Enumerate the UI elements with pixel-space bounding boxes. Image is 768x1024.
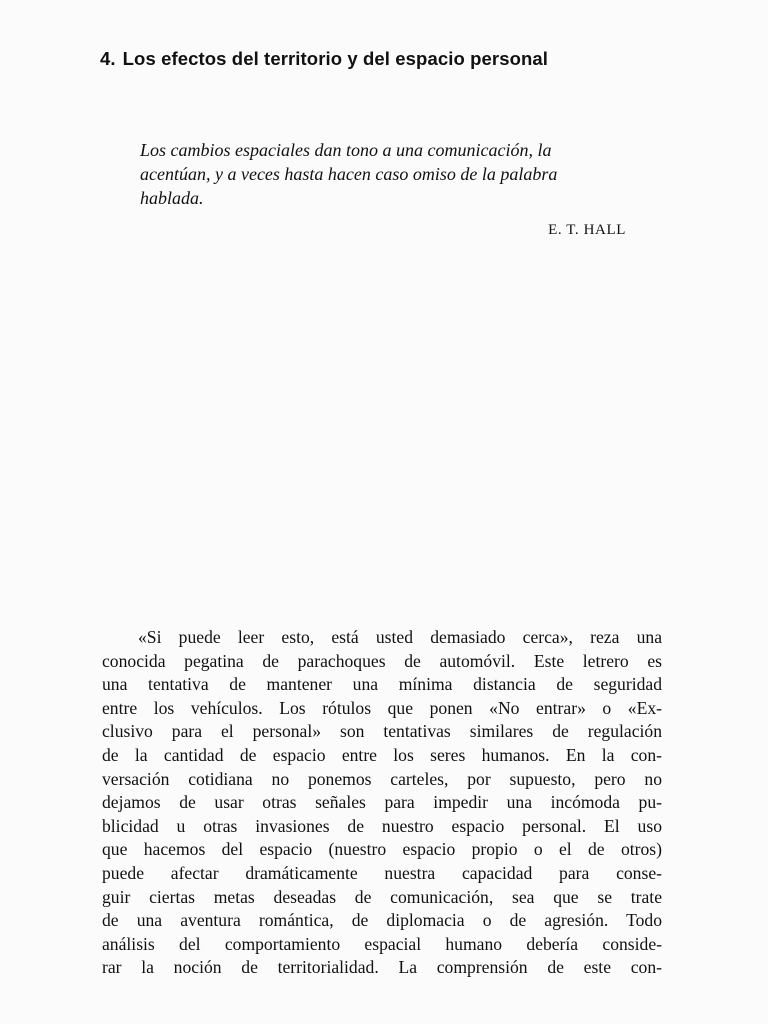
body-line: de la cantidad de espacio entre los seres humanos. En la con- (102, 744, 662, 765)
epigraph-line: hablada. (140, 188, 204, 208)
body-line: «Si puede leer esto, está usted demasiado cerca», reza una (138, 627, 662, 647)
chapter-heading (100, 48, 700, 70)
body-line: puede afectar dramáticamente nuestra capacidad para conse- (102, 862, 662, 883)
body-line: clusivo para el personal» son tentativas similares de regulación (102, 721, 662, 742)
epigraph-quote (140, 138, 660, 210)
epigraph-line: Los cambios espaciales dan tono a una comunicación, la (140, 140, 552, 160)
body-line: dejamos de usar otras señales para impedir una incómoda pu- (102, 792, 662, 813)
body-line: blicidad u otras invasiones de nuestro espacio personal. El uso (102, 815, 662, 836)
chapter-title: Los efectos del territorio y del espacio personal (122, 48, 549, 69)
body-line: análisis del comportamiento espacial humano debería conside- (102, 933, 662, 954)
body-line: de una aventura romántica, de diplomacia o de agresión. Todo (102, 910, 662, 931)
body-line: entre los vehículos. Los rótulos que ponen «No entrar» o «Ex- (102, 697, 662, 718)
body-line: que hacemos del espacio (nuestro espacio propio o el de otros) (102, 839, 662, 860)
body-paragraph (102, 626, 662, 980)
epigraph-author: E. T. HALL (548, 222, 626, 238)
epigraph-line: acentúan, y a veces hasta hacen caso omiso de la palabra (140, 164, 558, 184)
body-line: guir ciertas metas deseadas de comunicación, sea que se trate (102, 886, 662, 907)
body-line: versación cotidiana no ponemos carteles, por supuesto, pero no (102, 768, 662, 789)
body-line: conocida pegatina de parachoques de automóvil. Este letrero es (102, 650, 662, 671)
body-line: una tentativa de mantener una mínima distancia de seguridad (102, 674, 662, 695)
chapter-number: 4. (100, 48, 116, 69)
body-line: rar la noción de territorialidad. La comprensión de este con- (102, 957, 662, 978)
